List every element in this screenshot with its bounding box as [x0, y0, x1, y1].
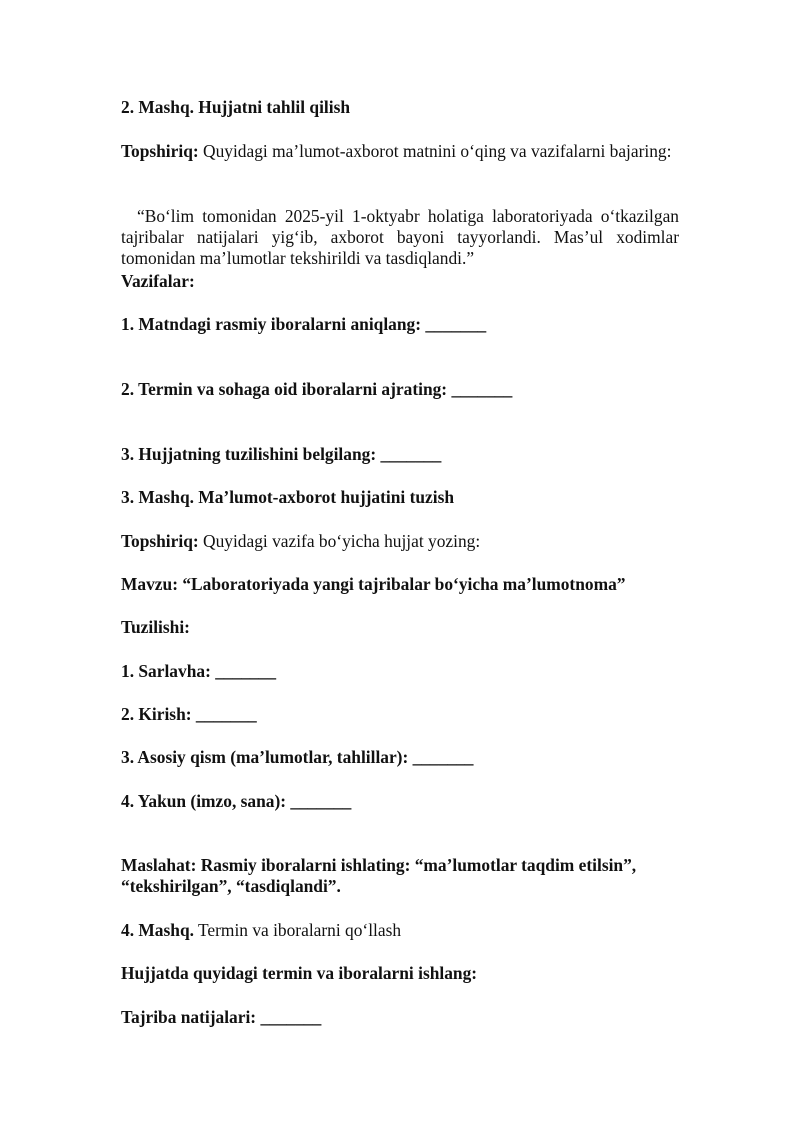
- tasks-heading: Vazifalar:: [121, 271, 195, 291]
- task-label: Topshiriq:: [121, 141, 199, 161]
- task-label: Topshiriq:: [121, 531, 199, 551]
- task-text: Quyidagi ma’lumot-axborot matnini o‘qing va vazifalarni bajaring:: [198, 141, 672, 161]
- exercise-2-task: [121, 141, 679, 162]
- quoted-text: “Bo‘lim tomonidan 2025-yil 1-oktyabr holatiga laboratoriyada o‘tkazilgan tajribalar natijalari yig‘ib, axborot bayoni tayyorlandi. Mas’ul xodimlar tomonidan ma’lumotlar tekshirildi va tasdiqlandi.”: [121, 206, 679, 268]
- advice-text: Maslahat: Rasmiy iboralarni ishlating: “ma’lumotlar taqdim etilsin”, “tekshirilgan”, “tasdiqlandi”.: [121, 855, 637, 896]
- structure-item-3: 3. Asosiy qism (ma’lumotlar, tahlillar): _______: [121, 747, 474, 767]
- exercise-4-title: Termin va iboralarni qo‘llash: [193, 920, 402, 940]
- task-text: Quyidagi vazifa bo‘yicha hujjat yozing:: [198, 531, 481, 551]
- term-item-1: Tajriba natijalari: _______: [121, 1007, 322, 1027]
- exercise-3-task: [121, 531, 679, 552]
- structure-item-1: 1. Sarlavha: _______: [121, 661, 277, 681]
- task-item-1: 1. Matndagi rasmiy iboralarni aniqlang: _______: [121, 314, 487, 334]
- exercise-3-heading: 3. Mashq. Ma’lumot-axborot hujjatini tuzish: [121, 487, 455, 507]
- structure-item-4: 4. Yakun (imzo, sana): _______: [121, 791, 352, 811]
- topic-line: Mavzu: “Laboratoriyada yangi tajribalar bo‘yicha ma’lumotnoma”: [121, 574, 626, 594]
- exercise-2-heading: 2. Mashq. Hujjatni tahlil qilish: [121, 97, 351, 117]
- exercise-4-label: 4. Mashq.: [121, 920, 194, 940]
- task-item-3: 3. Hujjatning tuzilishini belgilang: _______: [121, 444, 442, 464]
- task-item-2: 2. Termin va sohaga oid iboralarni ajrating: _______: [121, 379, 513, 399]
- exercise-4-instruction: Hujjatda quyidagi termin va iboralarni ishlang:: [121, 963, 478, 983]
- structure-heading: Tuzilishi:: [121, 617, 190, 637]
- structure-item-2: 2. Kirish: _______: [121, 704, 257, 724]
- exercise-4-heading: [121, 920, 679, 941]
